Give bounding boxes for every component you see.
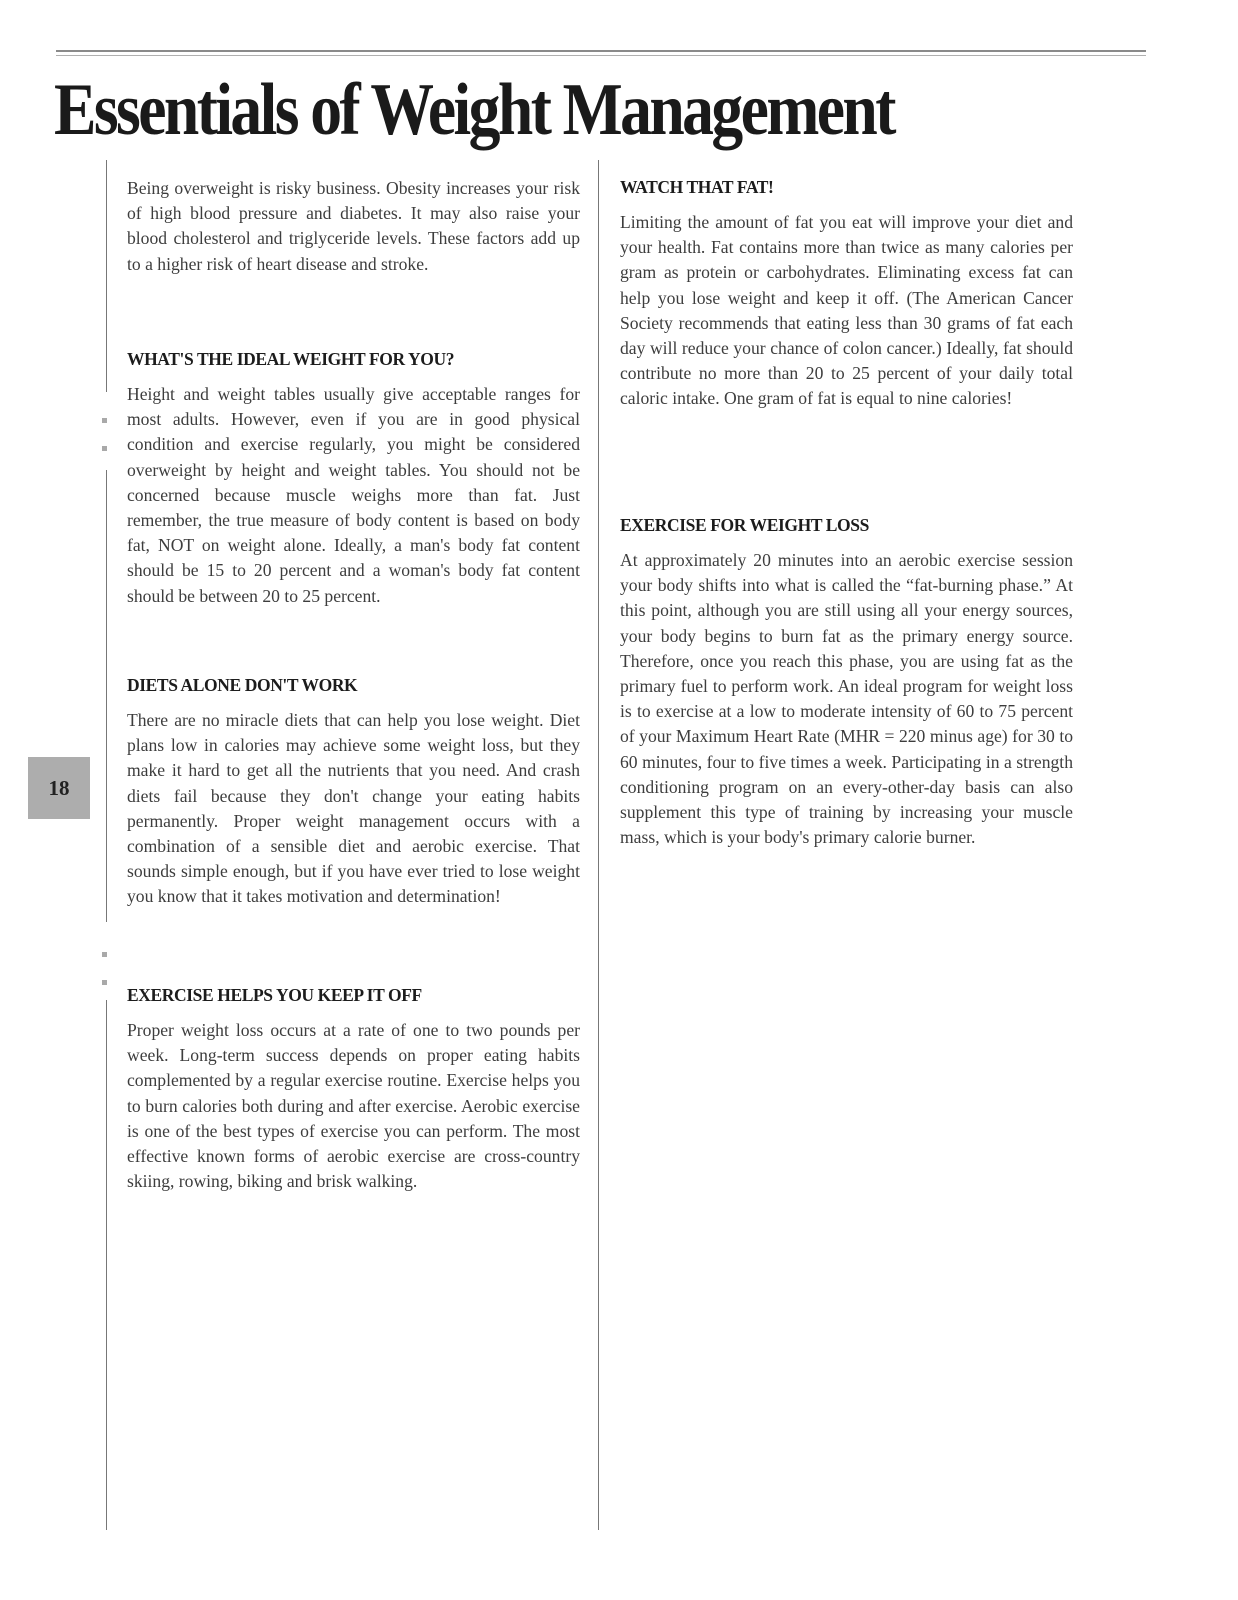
margin-marker	[102, 446, 107, 451]
section-heading: WHAT'S THE IDEAL WEIGHT FOR YOU?	[127, 349, 455, 369]
intro-section	[127, 176, 580, 277]
section-heading: WATCH THAT FAT!	[620, 177, 774, 197]
section-heading: DIETS ALONE DON'T WORK	[127, 675, 358, 695]
left-margin-rule-lower	[106, 1000, 107, 1530]
column-divider	[598, 160, 599, 1530]
left-margin-rule-upper	[106, 160, 107, 392]
top-rule-thin	[56, 55, 1146, 56]
section-exercise-helps	[127, 984, 580, 1194]
section-heading: EXERCISE FOR WEIGHT LOSS	[620, 515, 869, 535]
page-number-tab	[28, 757, 90, 819]
section-heading: EXERCISE HELPS YOU KEEP IT OFF	[127, 985, 422, 1005]
section-diets-alone	[127, 674, 580, 910]
margin-marker	[102, 952, 107, 957]
margin-marker	[102, 418, 107, 423]
section-ideal-weight	[127, 348, 580, 609]
top-rule	[56, 50, 1146, 52]
page-number: 18	[48, 775, 70, 800]
section-body: Proper weight loss occurs at a rate of one to two pounds per week. Long-term success depends on proper eating habits complemented by a regular exercise routine. Exercise helps you to burn calories both during and after exercise. Aerobic exercise is one of the best types of exercise you can perform. The most effective known forms of aerobic exercise are cross-country skiing, rowing, biking and brisk walking.	[127, 1020, 580, 1192]
section-exercise-weight-loss	[620, 514, 1073, 850]
left-margin-rule-middle	[106, 470, 107, 922]
section-body: There are no miracle diets that can help you lose weight. Diet plans low in calories may achieve some weight loss, but they make it hard to get all the nutrients that you need. And crash diets fail because they don't change your eating habits permanently. Proper weight management occurs with a combination of a sensible diet and aerobic exercise. That sounds simple enough, but if you have ever tried to lose weight you know that it takes motivation and determination!	[127, 710, 580, 907]
page-title: Essentials of Weight Management	[54, 69, 894, 151]
section-watch-fat	[620, 176, 1073, 412]
intro-paragraph: Being overweight is risky business. Obesity increases your risk of high blood pressure and diabetes. It may also raise your blood cholesterol and triglyceride levels. These factors add up to a higher risk of heart disease and stroke.	[127, 178, 580, 274]
margin-marker	[102, 980, 107, 985]
section-body: Height and weight tables usually give acceptable ranges for most adults. However, even if you are in good physical condition and exercise regularly, you might be considered overweight by height and weight tables. You should not be concerned because muscle weighs more than fat. Just remember, the true measure of body content is based on body fat, NOT on weight alone. Ideally, a man's body fat content should be 15 to 20 percent and a woman's body fat content should be between 20 to 25 percent.	[127, 384, 580, 606]
section-body: Limiting the amount of fat you eat will improve your diet and your health. Fat contains more than twice as many calories per gram as protein or carbohydrates. Eliminating excess fat can help you lose weight and keep it off. (The American Cancer Society recommends that eating less than 30 grams of fat each day will reduce your chance of colon cancer.) Ideally, fat should contribute no more than 20 to 25 percent of your daily total caloric intake. One gram of fat is equal to nine calories!	[620, 212, 1073, 409]
section-body: At approximately 20 minutes into an aerobic exercise session your body shifts into what is called the “fat-burning phase.” At this point, although you are still using all your energy sources, your body begins to burn fat as the primary energy source. Therefore, once you reach this phase, you are using fat as the primary fuel to perform work. An ideal program for weight loss is to exercise at a low to moderate intensity of 60 to 75 percent of your Maximum Heart Rate (MHR = 220 minus age) for 30 to 60 minutes, four to five times a week. Participating in a strength conditioning program on an every-other-day basis can also supplement this type of training by increasing your muscle mass, which is your body's primary calorie burner.	[620, 550, 1073, 848]
